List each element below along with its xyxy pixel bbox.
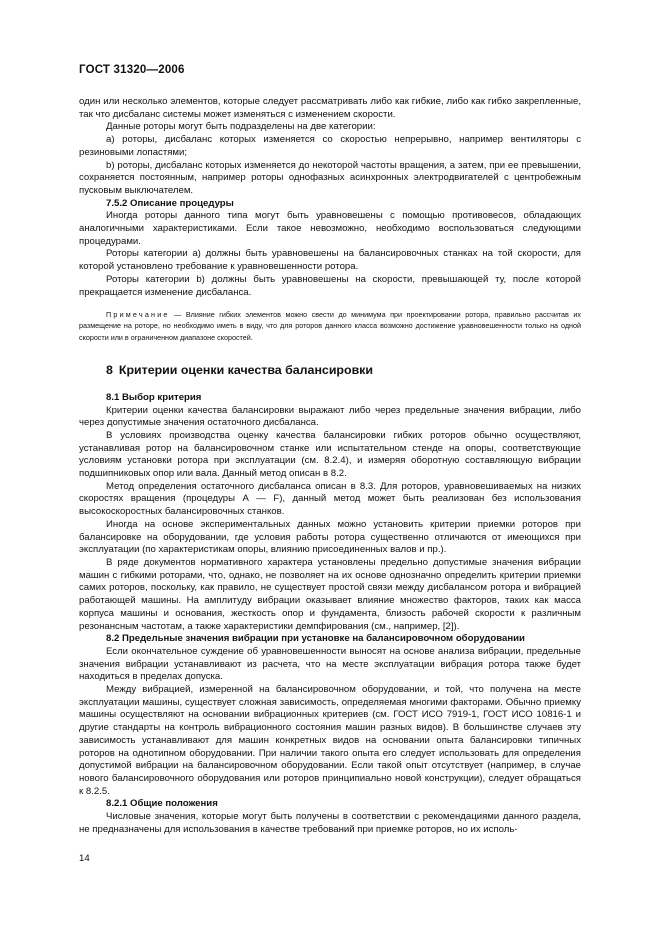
note (79, 309, 581, 343)
subsection-heading-8-2: 8.2 Предельные значения вибрации при установке на балансировочном оборудовании (106, 633, 525, 645)
list-item-b: b) роторы, дисбаланс которых изменяется до некоторой частоты вращения, а затем, при ее превышении, сохраняется постоянным, например роторы однофазных асинхронных электродвигателей с центробежным пусковым выключателем. (79, 159, 581, 196)
paragraph: Роторы категории b) должны быть уравновешены на скорости, превышающей ту, после которой прекращается изменение дисбаланса. (79, 273, 581, 298)
paragraph: Роторы категории а) должны быть уравновешены на балансировочных станках на той скорости, для которой установлено требование к уравновешенности ротора. (79, 248, 581, 273)
subsection-heading-8-2-1: 8.2.1 Общие положения (106, 798, 218, 810)
paragraph: В условиях производства оценку качества балансировки гибких роторов обычно осуществляют, устанавливая ротор на балансировочном станке или испытательном стенде на опоры, соответствующие условиям установки ротора при эксплуатации (см. 8.2.4), и измеряя оборотную составляющую вибрации подшипниковых опор или вала. Данный метод описан в 8.2. (79, 429, 581, 480)
page-number: 14 (79, 853, 90, 864)
paragraph-continuation: один или несколько элементов, которые следует рассматривать либо как гибкие, либо как гибко закрепленные, так что дисбаланс системы может изменяться с изменением скорости. (79, 96, 581, 120)
paragraph: В ряде документов нормативного характера установлены предельно допустимые значения вибрации машин с гибкими роторами, что, однако, не позволяет на их основе однозначно определить критерии приемки самих роторов, поскольку, как правило, не существует простой связи между дисбалансом ротора и вибрацией работающей машины. На амплитуду вибрации оказывает влияние множество факторов, таких как масса корпуса машины и основания, жесткость опор и фундамента, близость рабочей скорости к различным резонансным частотам, а также характеристики демпфирования (см., например, [2]). (79, 557, 581, 632)
paragraph: Метод определения остаточного дисбаланса описан в 8.3. Для роторов, уравновешиваемых на низких скоростях вращения (процедуры А — F), данный метод может быть реализован без использования высокоскоростных балансировочных станков. (79, 480, 581, 518)
standard-header: ГОСТ 31320—2006 (79, 64, 185, 76)
paragraph: Числовые значения, которые могут быть получены в соответствии с рекомендациями данного раздела, не предназначены для использования в качестве требований при приемке роторов, но их исполь- (79, 811, 581, 835)
paragraph: Иногда роторы данного типа могут быть уравновешены с помощью противовесов, обладающих аналогичными характеристиками. Если такое невозможно, необходимо воспользоваться следующими процедурами. (79, 210, 581, 247)
section-title: Критерии оценки качества балансировки (118, 362, 374, 377)
note-label: Примечание (106, 310, 170, 320)
paragraph: Иногда на основе экспериментальных данных можно установить критерии приемки роторов при балансировке на оборудовании, где условия работы ротора существенно отличаются от имеющихся при эксплуатации (по характеристикам опоры, влиянию присоединенных валов и пр.). (79, 518, 581, 556)
page-body (79, 96, 581, 836)
subsection-heading-8-1: 8.1 Выбор критерия (106, 391, 202, 403)
paragraph: Данные роторы могут быть подразделены на две категории: (106, 121, 376, 133)
note-text: — Влияние гибких элементов можно свести до минимума при проектировании ротора, правильно рассчитав их размещение на роторе, но необходимо иметь в виду, что для роторов данного класса возможно достижение уравновешенности только на одной скорости или в ограниченном диапазоне скоростей. (79, 310, 582, 342)
section-heading-8 (79, 363, 581, 378)
subsection-heading-7-5-2: 7.5.2 Описание процедуры (106, 197, 234, 209)
paragraph: Критерии оценки качества балансировки выражают либо через предельные значения вибрации, либо через допустимые значения остаточного дисбаланса. (79, 404, 581, 429)
paragraph: Между вибрацией, измеренной на балансировочном оборудовании, и той, что получена на месте эксплуатации машины, существует сложная зависимость, определяемая многими факторами. Обычно приемку машины осуществляют на основании вибрационных критериев (см. ГОСТ ИСО 7919-1, ГОСТ ИСО 10816-1 и другие стандарты на контроль вибрационного состояния машин разных видов). В большинстве случаев эту зависимость устанавливают для машин конкретных видов на основании опыта балансировки типичных роторов на однотипном оборудовании. При наличии такого опыта его следует использовать для определения допустимой вибрации на балансировочном оборудовании. Если такой опыт отсутствует (например, в случае нового балансировочного оборудования или роторов принципиально новой конструкции), следует обращаться к 8.2.5. (79, 684, 581, 797)
list-item-a: a) роторы, дисбаланс которых изменяется со скоростью непрерывно, например вентиляторы с резиновыми лопастями; (79, 134, 581, 158)
paragraph: Если окончательное суждение об уравновешенности выносят на основе анализа вибрации, предельные значения вибрации устанавливают из расчета, что на месте эксплуатации вибрация ротора также будет находиться в пределах допуска. (79, 645, 581, 683)
section-number: 8 (106, 362, 113, 377)
